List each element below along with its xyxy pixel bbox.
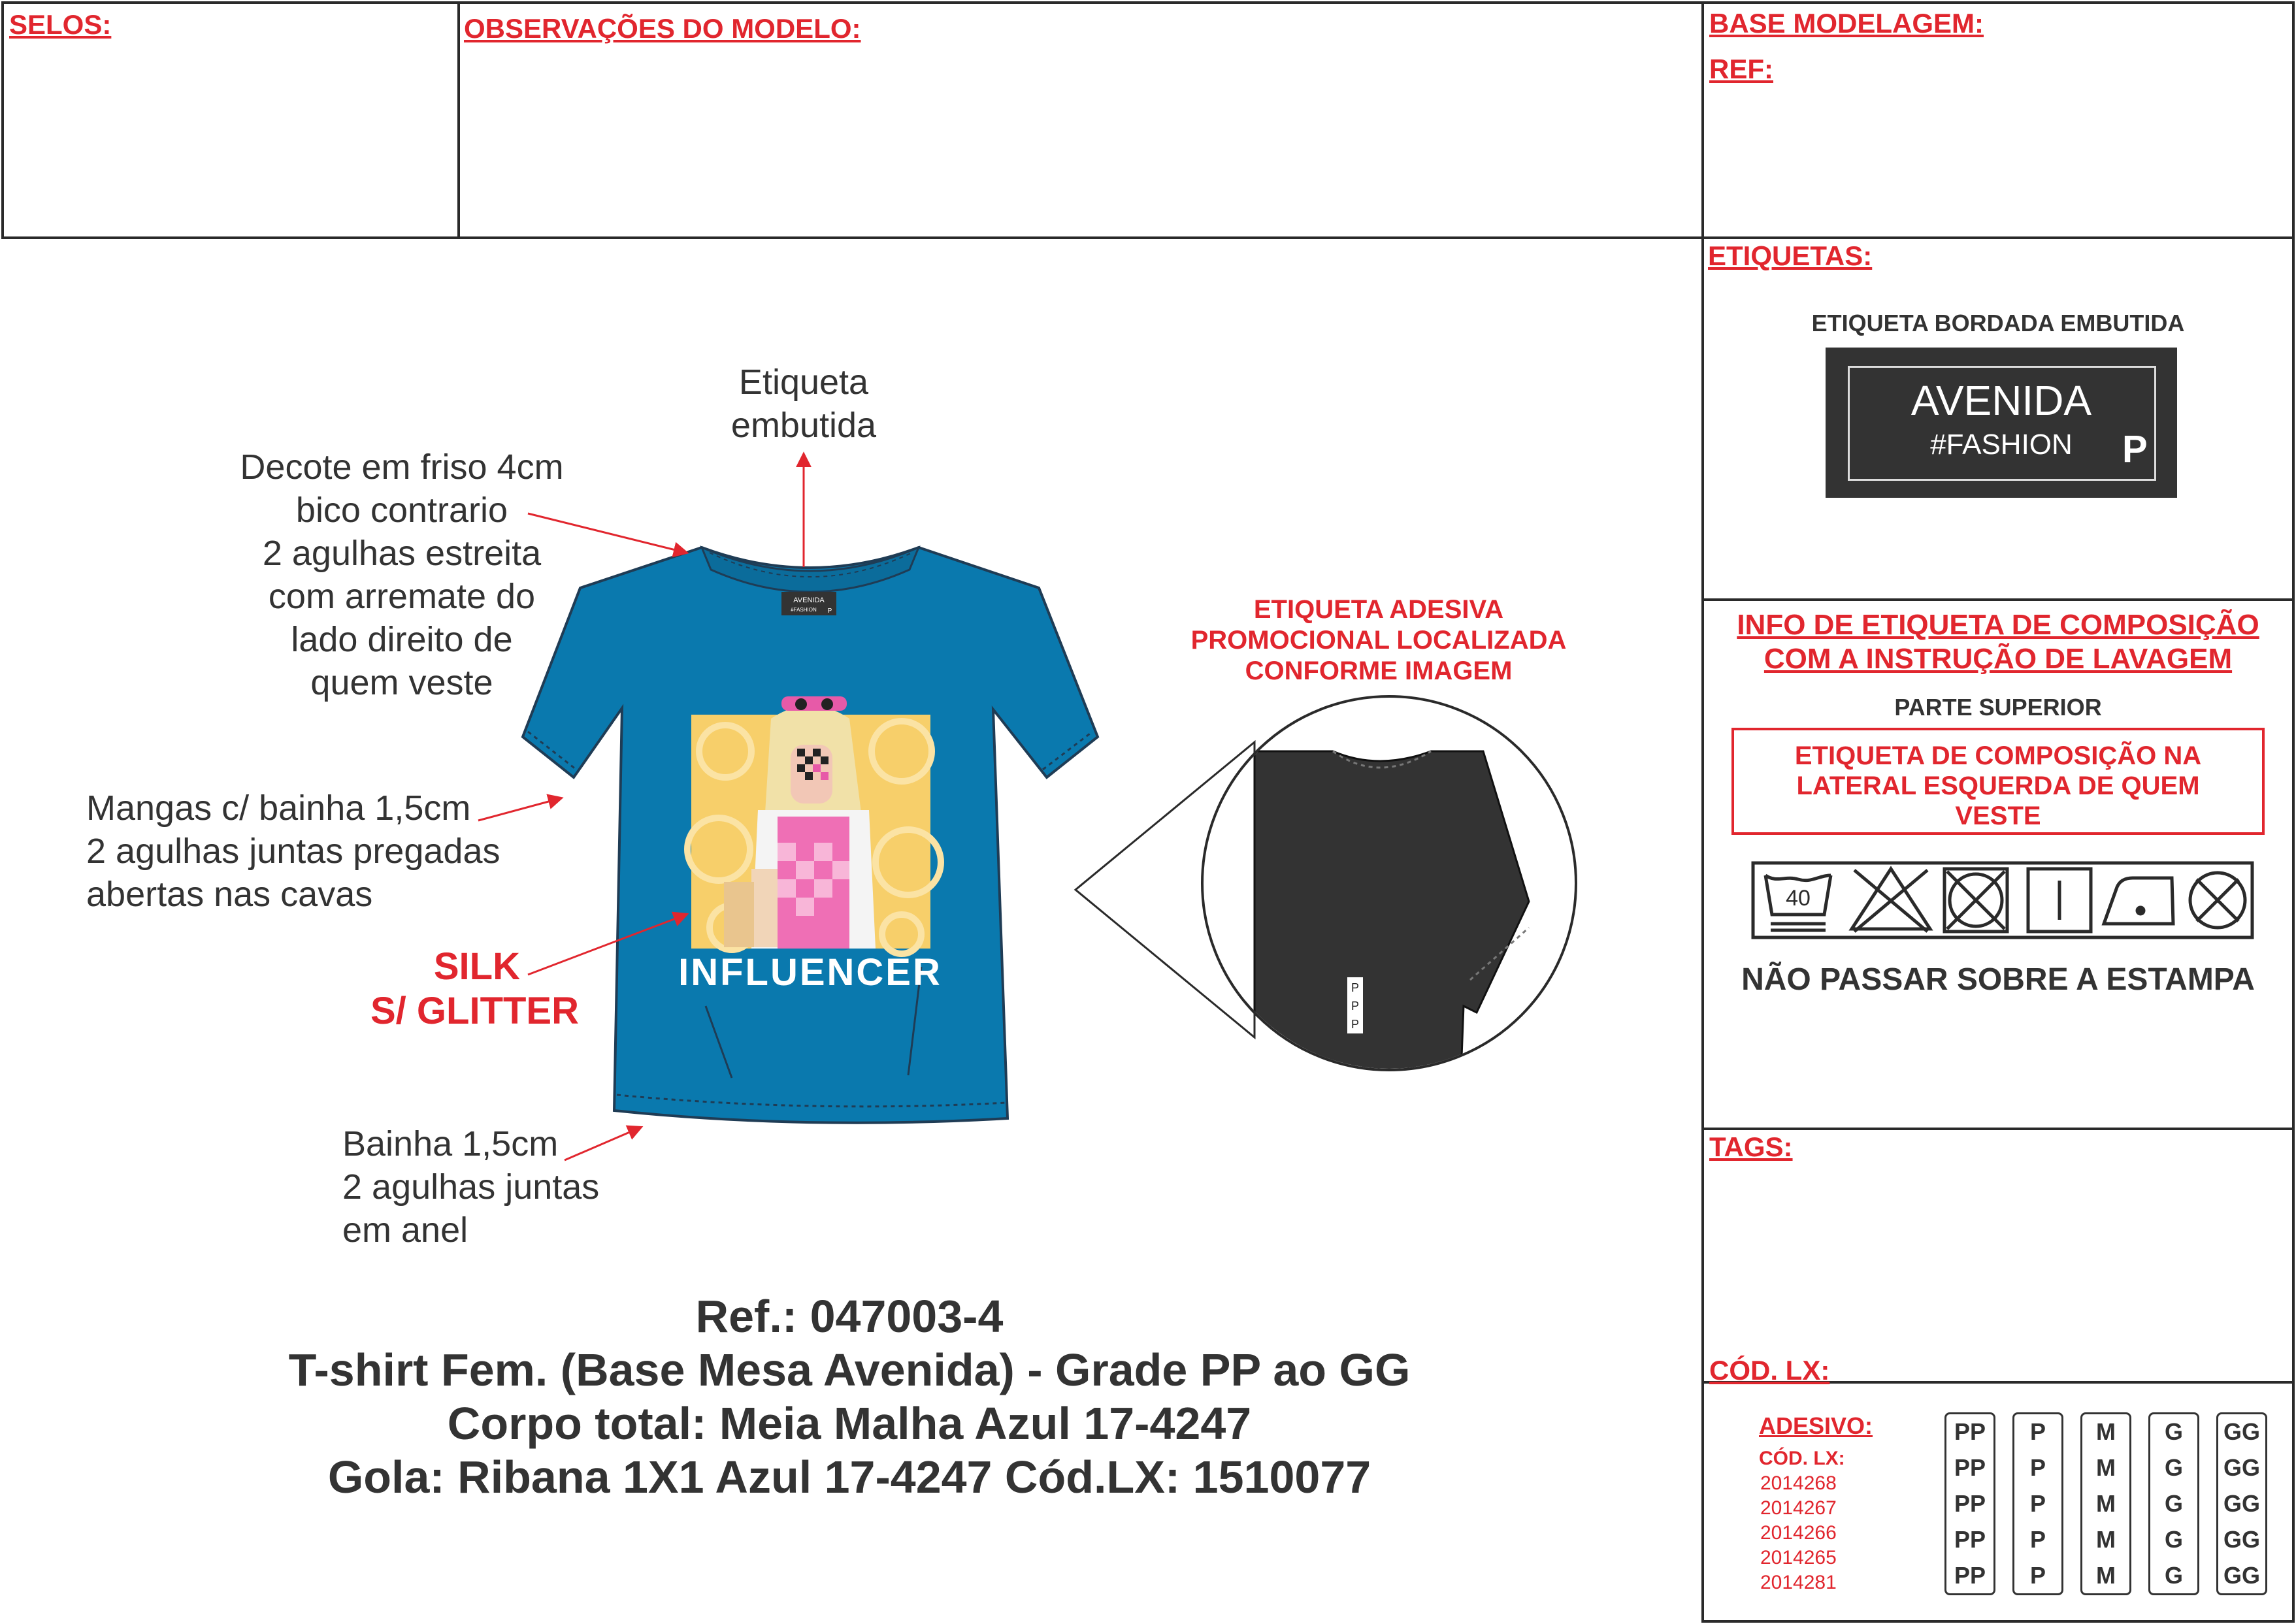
size-cell: M [2096,1490,2116,1517]
base-modelagem-label: BASE MODELAGEM: [1709,8,1984,39]
cod-lx-code: 2014281 [1760,1572,1837,1593]
selos-label: SELOS: [9,9,112,40]
svg-text:P: P [1351,1018,1360,1031]
size-column [2216,1412,2267,1595]
product-collar: Gola: Ribana 1X1 Azul 17-4247 Cód.LX: 1510077 [327,1452,1371,1502]
mangas-note: Mangas c/ bainha 1,5cm 2 agulhas juntas pregadas abertas nas cavas [86,788,500,914]
svg-text:#FASHION: #FASHION [791,607,817,613]
size-cell: GG [2223,1454,2260,1481]
size-columns [1944,1412,2278,1595]
product-ref: Ref.: 047003-4 [695,1291,1004,1342]
composicao-box-line-2: LATERAL ESQUERDA DE QUEM [1796,771,2200,800]
care-symbols [1751,861,2254,939]
no-tumble-dry-icon [1944,869,2007,932]
size-cell: PP [1954,1526,1986,1553]
cod-lx-code: 2014267 [1760,1497,1837,1519]
size-cell: G [2164,1454,2183,1481]
etiqueta-caption: ETIQUETA BORDADA EMBUTIDA [1811,310,2185,336]
cod-lx-sublabel: CÓD. LX: [1759,1448,1845,1469]
woven-label-brand: AVENIDA [1911,377,2092,424]
size-cell: P [2029,1418,2046,1445]
svg-text:P: P [827,608,832,615]
cod-lx-code: 2014265 [1760,1547,1837,1568]
size-cell: G [2164,1490,2183,1517]
adesivo-label: ADESIVO: [1759,1412,1873,1439]
silk-note: SILK S/ GLITTER [370,945,579,1032]
size-cell: G [2164,1418,2183,1445]
etiqueta-embutida-note: Etiqueta embutida [730,363,877,445]
size-cell: M [2096,1526,2116,1553]
size-column [2012,1412,2063,1595]
warning-text: NÃO PASSAR SOBRE A ESTAMPA [1741,962,2255,997]
size-column [1944,1412,1995,1595]
no-dry-clean-icon [2190,873,2245,928]
print-text: INFLUENCER [678,951,942,994]
no-bleach-icon [1852,869,1930,932]
composicao-box [1731,728,2265,835]
size-cell: P [2029,1490,2046,1517]
size-cell: P [2029,1562,2046,1589]
size-cell: P [2029,1454,2046,1481]
svg-text:P: P [1351,981,1360,994]
iron-low-icon [2104,878,2173,924]
ref-label: REF: [1709,54,1773,84]
size-cell: M [2096,1454,2116,1481]
print-artwork [687,696,941,954]
composicao-title-2: COM A INSTRUÇÃO DE LAVAGEM [1763,643,2233,675]
composicao-box-line-3: VESTE [1955,802,2041,830]
line-dry-icon [2028,869,2091,932]
parte-superior: PARTE SUPERIOR [1894,694,2102,721]
cod-lx-title: CÓD. LX: [1709,1355,1830,1386]
cod-lx-codes [1760,1471,1837,1595]
svg-text:AVENIDA: AVENIDA [793,596,825,604]
zoom-detail [1075,696,1576,1176]
tags-section [1701,1128,2295,1384]
size-cell: M [2096,1418,2116,1445]
observacoes-label: OBSERVAÇÕES DO MODELO: [464,13,861,44]
size-cell: G [2164,1526,2183,1553]
size-cell: M [2096,1562,2116,1589]
woven-label-size: P [2122,428,2148,470]
product-body: Corpo total: Meia Malha Azul 17-4247 [447,1398,1252,1449]
size-column [2148,1412,2199,1595]
etiquetas-title: ETIQUETAS: [1708,240,1873,271]
wash-temp: 40 [1786,886,1811,911]
svg-text:P: P [1351,999,1360,1013]
woven-label-tagline: #FASHION [1930,429,2073,461]
size-cell: PP [1954,1454,1986,1481]
woven-label [1826,348,2177,498]
product-info [131,1290,1568,1504]
size-column [2080,1412,2131,1595]
decote-note: Decote em friso 4cm bico contrario 2 agulhas estreita com arremate do lado direito de quem veste [240,447,564,702]
size-cell: G [2164,1562,2183,1589]
tags-title: TAGS: [1709,1131,1793,1162]
adesiva-note: ETIQUETA ADESIVA PROMOCIONAL LOCALIZADA CONFORME IMAGEM [1190,595,1567,685]
composicao-box-line-1: ETIQUETA DE COMPOSIÇÃO NA [1794,741,2202,770]
composicao-title-1: INFO DE ETIQUETA DE COMPOSIÇÃO [1737,609,2259,641]
cod-lx-code: 2014266 [1760,1522,1837,1544]
size-cell: PP [1954,1562,1986,1589]
size-cell: GG [2223,1562,2260,1589]
size-cell: GG [2223,1490,2260,1517]
size-cell: GG [2223,1526,2260,1553]
bainha-note: Bainha 1,5cm 2 agulhas juntas em anel [342,1124,600,1250]
size-cell: P [2029,1526,2046,1553]
size-cell: PP [1954,1418,1986,1445]
size-cell: PP [1954,1490,1986,1517]
product-desc: T-shirt Fem. (Base Mesa Avenida) - Grade PP ao GG [288,1344,1411,1395]
size-cell: GG [2223,1418,2260,1445]
cod-lx-code: 2014268 [1760,1472,1837,1494]
